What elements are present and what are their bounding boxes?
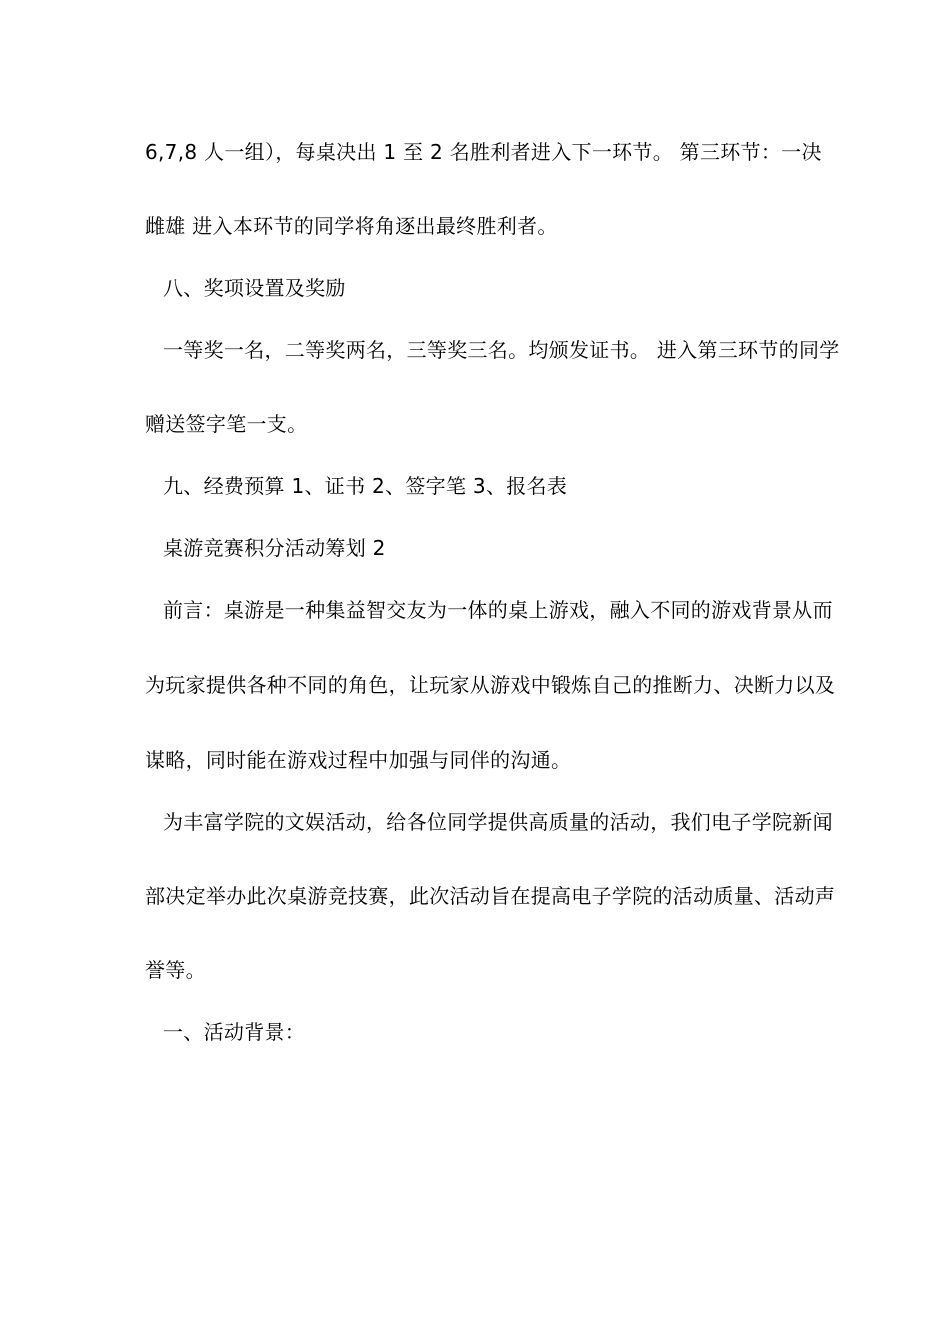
text-line: 为玩家提供各种不同的角色，让玩家从游戏中锻炼自己的推断力、决断力以及 <box>145 673 836 697</box>
text-line: 6,7,8 人一组），每桌决出 1 至 2 名胜利者进入下一环节。 第三环节：一决 <box>145 140 822 164</box>
text-line: 一等奖一名，二等奖两名，三等奖三名。均颁发证书。 进入第三环节的同学 <box>163 338 840 362</box>
section-heading: 一、活动背景： <box>163 1020 306 1044</box>
text-line: 誉等。 <box>145 958 206 982</box>
section-heading: 九、经费预算 1、证书 2、签字笔 3、报名表 <box>163 474 568 498</box>
text-line: 雌雄 进入本环节的同学将角逐出最终胜利者。 <box>145 214 558 238</box>
text-line: 为丰富学院的文娱活动，给各位同学提供高质量的活动，我们电子学院新闻 <box>163 810 833 834</box>
section-heading: 八、奖项设置及奖励 <box>163 276 346 300</box>
text-line: 部决定举办此次桌游竞技赛，此次活动旨在提高电子学院的活动质量、活动声 <box>145 884 836 908</box>
text-line: 前言：桌游是一种集益智交友为一体的桌上游戏，融入不同的游戏背景从而 <box>163 598 833 622</box>
text-line: 谋略，同时能在游戏过程中加强与同伴的沟通。 <box>145 748 572 772</box>
text-line: 赠送签字笔一支。 <box>145 412 308 436</box>
document-title: 桌游竞赛积分活动筹划 2 <box>163 536 386 560</box>
